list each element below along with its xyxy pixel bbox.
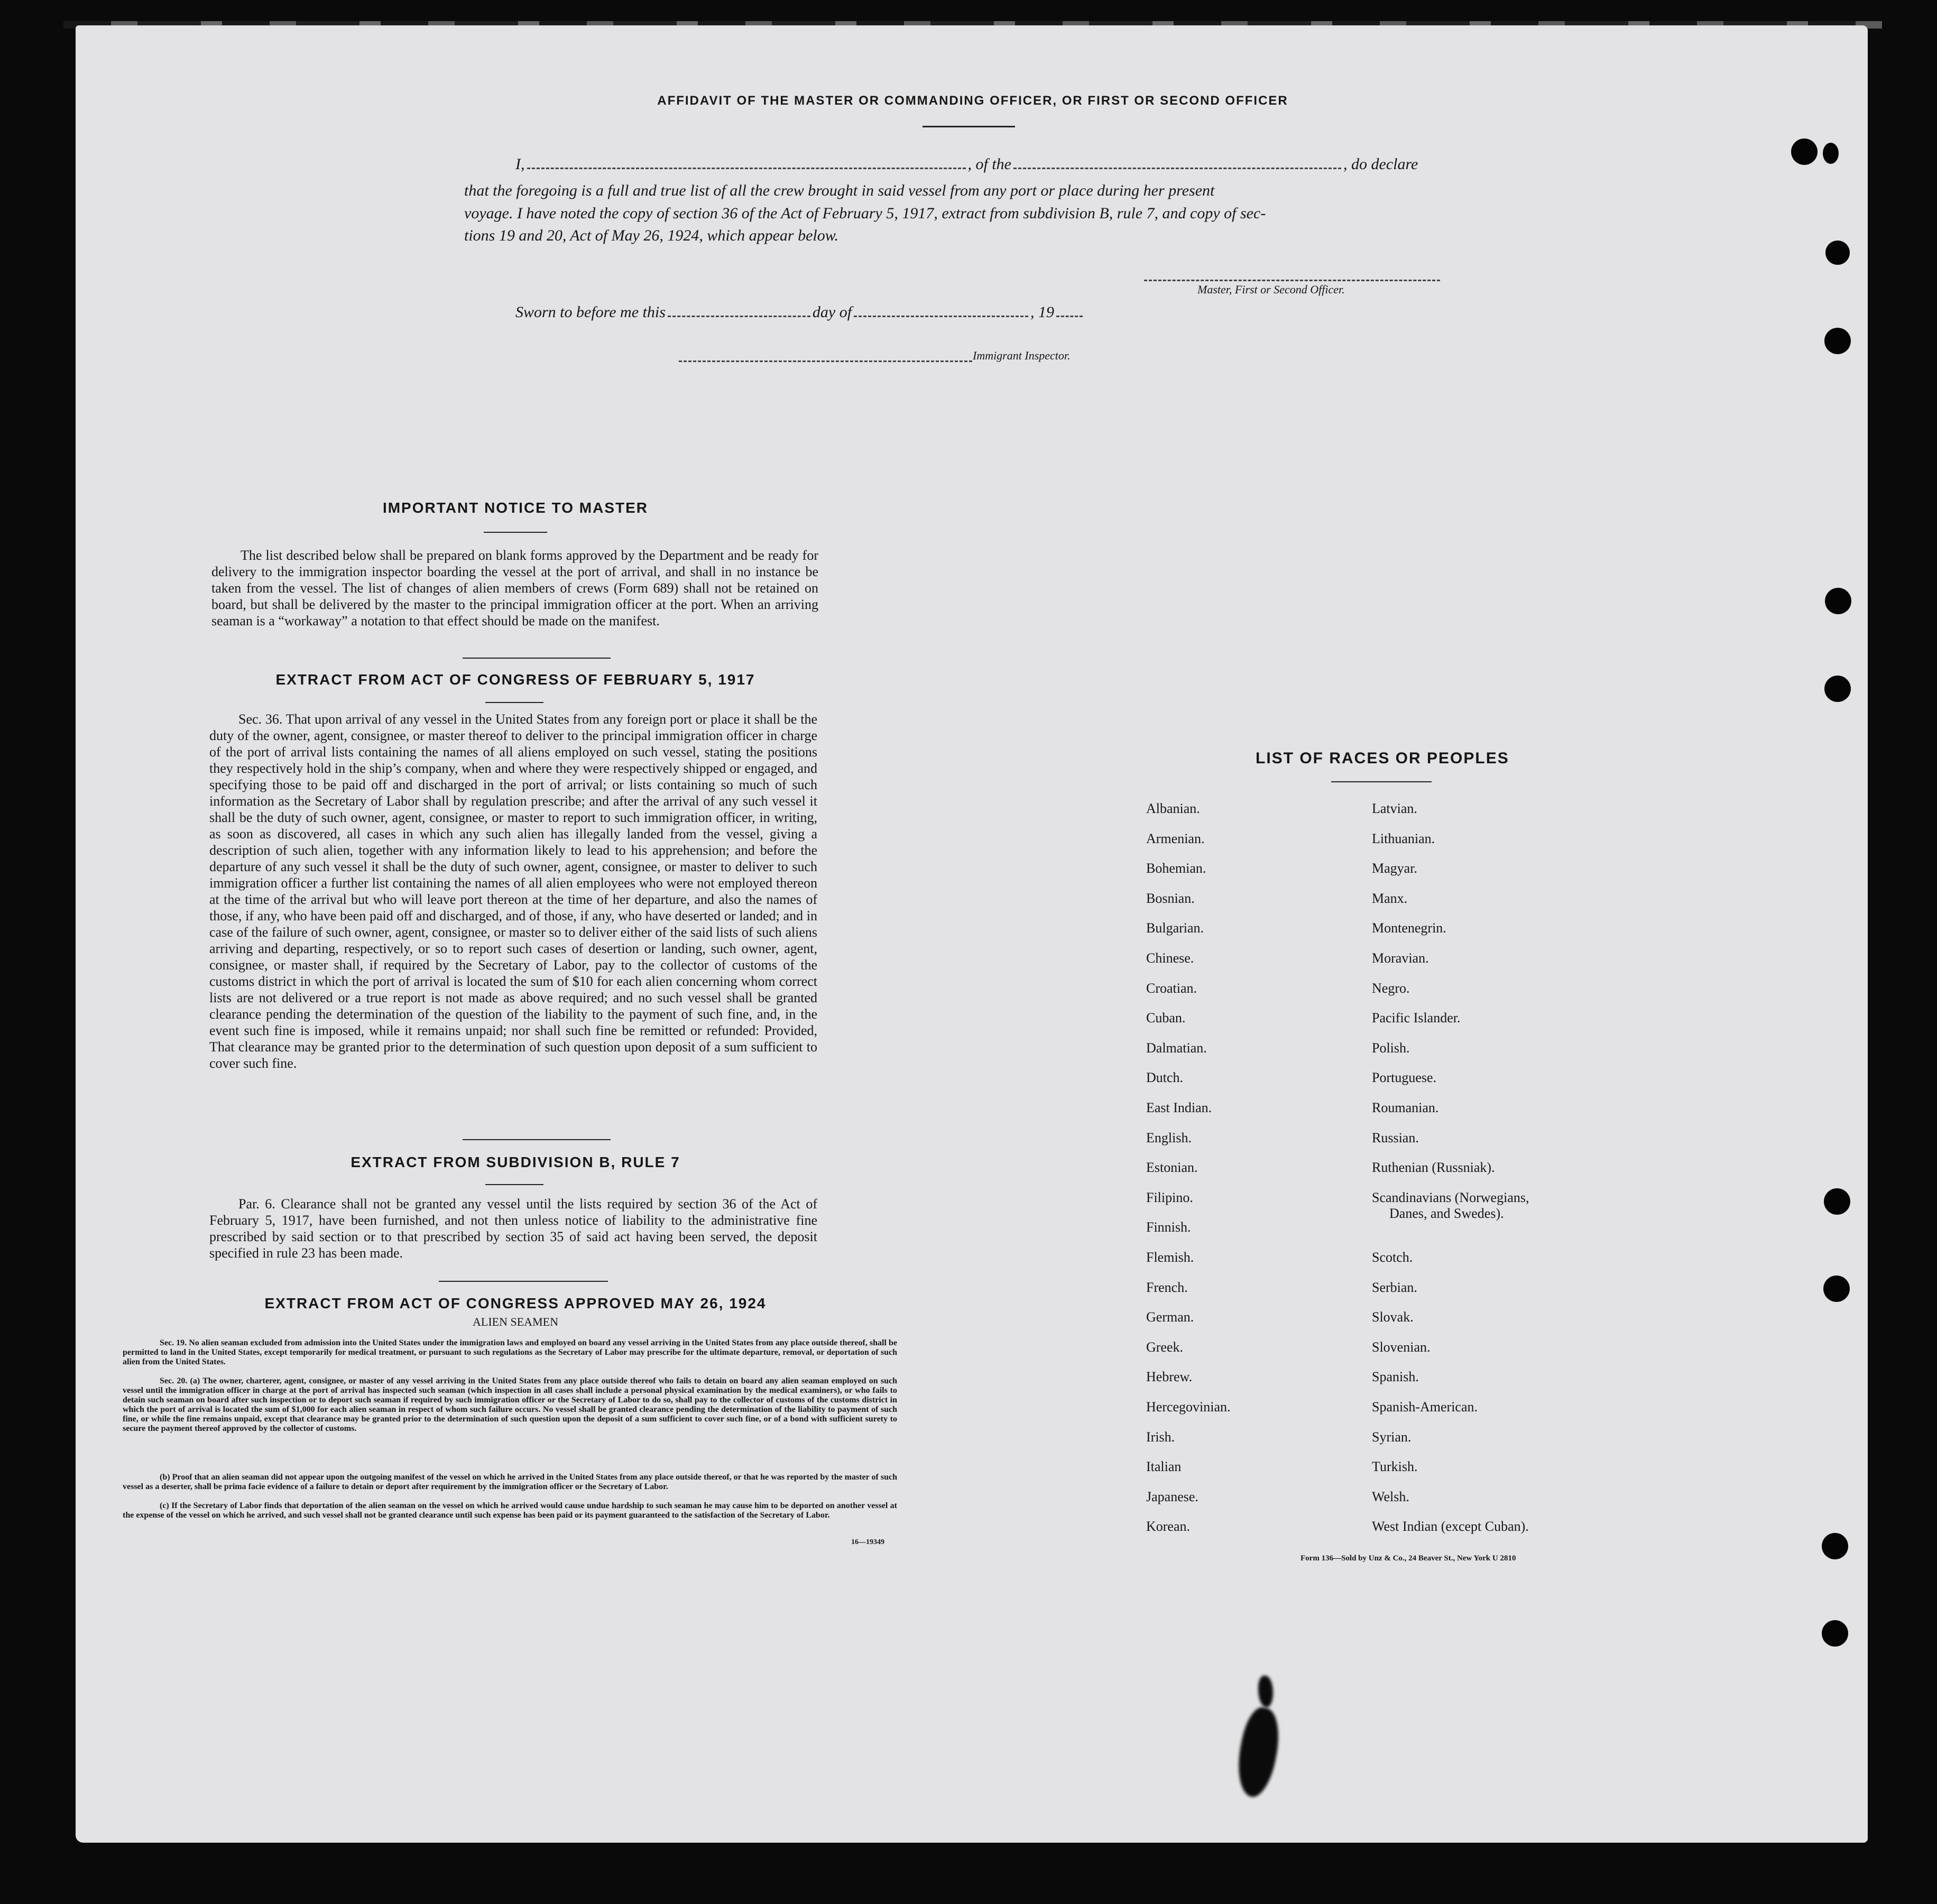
master-signature-line[interactable] bbox=[1144, 278, 1440, 281]
race-item: Ruthenian (Russniak). bbox=[1372, 1160, 1495, 1175]
binder-hole bbox=[1824, 1188, 1850, 1215]
affidavit-title: AFFIDAVIT OF THE MASTER OR COMMANDING OFFICER, OR FIRST OR SECOND OFFICER bbox=[657, 94, 1288, 108]
race-item: Bosnian. bbox=[1146, 891, 1195, 906]
affidavit-line-3: voyage. I have noted the copy of section 36 of the Act of February 5, 1917, extract from subdivision B, rule 7, and copy of sec- bbox=[464, 205, 1266, 222]
binder-hole bbox=[1824, 328, 1851, 354]
race-item: Greek. bbox=[1146, 1339, 1184, 1355]
race-item: Italian bbox=[1146, 1459, 1182, 1474]
binder-hole bbox=[1823, 143, 1839, 164]
race-item: Welsh. bbox=[1372, 1489, 1409, 1504]
race-item: French. bbox=[1146, 1280, 1188, 1295]
race-item: Flemish. bbox=[1146, 1250, 1194, 1265]
act1924-sec20c: (c) If the Secretary of Labor finds that deportation of the alien seaman on the vessel on which he arrived would cause undue hardship to such seaman he may cause him to be deported on another vessel at the expense of the vessel on which he arrived, and such vessel shall not be granted clearance until such expense has been paid or its payment guaranteed to the satisfaction of the Secretary of Labor. bbox=[123, 1501, 897, 1520]
race-item: Estonian. bbox=[1146, 1160, 1198, 1175]
race-item: Korean. bbox=[1146, 1519, 1191, 1534]
day-of-text: day of bbox=[812, 303, 852, 321]
race-item: Scotch. bbox=[1372, 1250, 1413, 1265]
race-item: Cuban. bbox=[1146, 1010, 1186, 1025]
binder-hole bbox=[1824, 676, 1851, 702]
races-title: LIST OF RACES OR PEOPLES bbox=[1256, 750, 1509, 767]
race-item: Albanian. bbox=[1146, 801, 1200, 816]
race-item: Slovak. bbox=[1372, 1309, 1414, 1325]
form-footer: Form 136—Sold by Unz & Co., 24 Beaver St., New York U 2810 bbox=[1300, 1554, 1516, 1563]
race-item: Irish. bbox=[1146, 1429, 1175, 1445]
race-item: Lithuanian. bbox=[1372, 831, 1435, 846]
act1924-sec19: Sec. 19. No alien seaman excluded from admission into the United States under the immigration laws and employed on board any vessel arriving in the United States from any place outside thereof, shall be permitted to land in the United States, except temporarily for medical treatment, or pursuant to such regulations as the Secretary of Labor may prescribe for the ultimate departure, removal, or deportation of such alien from the United States. bbox=[123, 1338, 897, 1366]
race-item: Russian. bbox=[1372, 1130, 1419, 1145]
race-item: Chinese. bbox=[1146, 950, 1194, 966]
affidavit-line-2: that the foregoing is a full and true list of all the crew brought in said vessel from any port or place during her present bbox=[464, 182, 1215, 199]
race-item: Spanish-American. bbox=[1372, 1399, 1478, 1415]
affidavit-line-4: tions 19 and 20, Act of May 26, 1924, which appear below. bbox=[464, 227, 839, 244]
affidavit-do-declare: , do declare bbox=[1343, 155, 1418, 173]
binder-hole bbox=[1822, 1533, 1848, 1559]
notice-divider bbox=[463, 658, 611, 659]
rule7-divider bbox=[439, 1281, 608, 1282]
race-item: Turkish. bbox=[1372, 1459, 1418, 1474]
race-item: Pacific Islander. bbox=[1372, 1010, 1461, 1025]
affidavit-of-the: , of the bbox=[967, 155, 1011, 173]
sworn-month-blank[interactable] bbox=[854, 313, 1028, 317]
race-item: Syrian. bbox=[1372, 1429, 1412, 1445]
act1924-title: EXTRACT FROM ACT OF CONGRESS APPROVED MAY 26, 1924 bbox=[264, 1295, 767, 1311]
act1917-text: Sec. 36. That upon arrival of any vessel in the United States from any foreign port or place it shall be the duty of the owner, agent, consignee, or master thereof to deliver to the principal immigration officer in charge of the port of arrival lists containing the names of all aliens employed on such vessel, stating the positions they respectively hold in the ship’s company, when and where they were respectively shipped or engaged, and specifying those to be paid off and discharged in the port of arrival; or lists containing so much of such information as the Secretary of Labor shall by regulation prescribe; and after the arrival of any such vessel it shall be the duty of such owner, agent, consignee, or master to report to such immigration officer, in writing, as soon as discovered, all cases in which any such alien has illegally landed from the vessel, giving a description of such alien, together with any information likely to lead to his apprehension; and before the departure of any such vessel it shall be the duty of such owner, agent, consignee, or master to deliver to such immigration officer a further list containing the names of all alien employees who were not employed thereon at the time of the arrival but who will leave port thereon at the time of her departure, and also the names of those, if any, who have been paid off and discharged, and of those, if any, who have deserted or landed; and in case of the failure of such owner, agent, consignee, or master so to deliver either of the said lists of such aliens arriving and departing, respectively, or so to report such cases of desertion or landing, such owner, agent, consignee, or master shall, if required by the Secretary of Labor, pay to the collector of customs of the customs district in which the port of arrival is located the sum of $10 for each alien concerning whom correct lists are not delivered or a true report is not made as above required; and no such vessel shall be granted clearance pending the determination of the question of the liability to the payment of such fine, and, in the event such fine is imposed, while it remains unpaid; nor shall such fine be remitted or refunded: Provided, That clearance may be granted prior to the determination of such question upon deposit of a sum sufficient to cover such fine. bbox=[209, 711, 817, 1071]
race-item: Armenian. bbox=[1146, 831, 1205, 846]
race-item: Manx. bbox=[1372, 891, 1408, 906]
sworn-text: Sworn to before me this bbox=[515, 303, 666, 321]
act1924-sec20a: Sec. 20. (a) The owner, charterer, agent, consignee, or master of any vessel arriving in the United States from any place outside thereof who fails to detain on board any alien seaman employed on such vessel until the immigration officer in charge at the port of arrival has inspected such seaman (which inspection in all cases shall include a personal physical examination by the medical examiners), or who fails to detain such seaman on board after such inspection or to deport such seaman if required by such immigration officer or the Secretary of Labor to do so, shall pay to the collector of customs of the customs district in which the port of arrival is located the sum of $1,000 for each alien seaman in respect of whom such failure occurs. No vessel shall be granted clearance pending the determination of the liability to payment of such fine, or while the fine remains unpaid, except that clearance may be granted prior to the determination of such question upon the deposit of a sum sufficient to cover such fine, or of a bond with sufficient surety to secure the payment thereof approved by the collector of customs. bbox=[123, 1376, 897, 1433]
race-item: Moravian. bbox=[1372, 950, 1429, 966]
race-item: Dalmatian. bbox=[1146, 1040, 1207, 1056]
sworn-day-blank[interactable] bbox=[668, 313, 810, 317]
rule7-title-rule bbox=[485, 1184, 543, 1185]
rule7-title: EXTRACT FROM SUBDIVISION B, RULE 7 bbox=[350, 1154, 680, 1170]
vessel-blank[interactable] bbox=[1013, 165, 1341, 169]
notice-text: The list described below shall be prepared on blank forms approved by the Department and be ready for delivery to the immigration inspector boarding the vessel at the port of arrival, and shall in no instance be taken from the vessel. The list of changes of alien members of crews (Form 689) shall not be retained on board, but shall be delivered by the master to the principal immigration officer at the port. When an arriving seaman is a “workaway” a notation to that effect should be made on the manifest. bbox=[211, 548, 818, 628]
race-item: Hercegovinian. bbox=[1146, 1399, 1231, 1415]
affidavit-title-rule bbox=[923, 126, 1015, 127]
race-item: Bulgarian. bbox=[1146, 920, 1204, 936]
notice-title-rule bbox=[484, 532, 547, 533]
rule7-text: Par. 6. Clearance shall not be granted any vessel until the lists required by section 36 of the Act of February 5, 1917, have been furnished, and not then unless notice of liability to the administrative fine prescribed by said section or to that prescribed by section 35 of said act having been served, the deposit specified in rule 23 has been made. bbox=[209, 1196, 817, 1261]
notice-title: IMPORTANT NOTICE TO MASTER bbox=[382, 500, 649, 516]
binder-hole bbox=[1822, 1620, 1848, 1647]
race-item: Portuguese. bbox=[1372, 1070, 1437, 1085]
inspector-caption: Immigrant Inspector. bbox=[973, 349, 1071, 362]
race-item: Montenegrin. bbox=[1372, 920, 1446, 936]
race-item: Filipino. bbox=[1146, 1190, 1193, 1205]
race-item: German. bbox=[1146, 1309, 1194, 1325]
year-text: , 19 bbox=[1030, 303, 1055, 321]
binder-hole bbox=[1825, 241, 1850, 265]
race-item: Dutch. bbox=[1146, 1070, 1184, 1085]
race-item: Hebrew. bbox=[1146, 1369, 1193, 1384]
sworn-year-blank[interactable] bbox=[1056, 313, 1083, 317]
name-blank[interactable] bbox=[527, 165, 966, 169]
inspector-signature-line[interactable] bbox=[679, 358, 972, 362]
race-item: Finnish. bbox=[1146, 1219, 1191, 1235]
print-code: 16—19349 bbox=[851, 1538, 884, 1546]
race-item: Serbian. bbox=[1372, 1280, 1417, 1295]
race-item: English. bbox=[1146, 1130, 1192, 1145]
binder-hole bbox=[1791, 138, 1818, 165]
race-item: East Indian. bbox=[1146, 1100, 1212, 1115]
act1917-title-rule bbox=[485, 702, 543, 703]
race-item: Negro. bbox=[1372, 981, 1410, 996]
act1924-sec20b: (b) Proof that an alien seaman did not appear upon the outgoing manifest of the vessel on which he arrived in the United States from any place outside thereof, or that he was reported by the master of such vessel as a deserter, shall be prima facie evidence of a failure to detain or deport after requirement by the immigration officer or the Secretary of Labor. bbox=[123, 1473, 897, 1491]
act1917-title: EXTRACT FROM ACT OF CONGRESS OF FEBRUARY 5, 1917 bbox=[275, 671, 755, 688]
race-item: Magyar. bbox=[1372, 861, 1417, 876]
affidavit-line-1 bbox=[515, 153, 1472, 175]
race-item: Slovenian. bbox=[1372, 1339, 1431, 1355]
race-item: Roumanian. bbox=[1372, 1100, 1439, 1115]
race-item: Scandinavians (Norwegians, bbox=[1372, 1190, 1529, 1205]
race-item: Polish. bbox=[1372, 1040, 1410, 1056]
affidavit-i: I, bbox=[515, 155, 525, 173]
act1924-subtitle: ALIEN SEAMEN bbox=[473, 1315, 558, 1328]
binder-hole bbox=[1823, 1276, 1850, 1302]
race-item: Latvian. bbox=[1372, 801, 1417, 816]
race-item: West Indian (except Cuban). bbox=[1372, 1519, 1529, 1534]
master-caption: Master, First or Second Officer. bbox=[1197, 283, 1345, 296]
race-item: Bohemian. bbox=[1146, 861, 1206, 876]
race-item: Spanish. bbox=[1372, 1369, 1419, 1384]
binder-hole bbox=[1825, 588, 1851, 614]
race-item: Japanese. bbox=[1146, 1489, 1198, 1504]
race-item: Croatian. bbox=[1146, 981, 1197, 996]
sworn-line bbox=[515, 301, 1085, 324]
races-title-rule bbox=[1331, 781, 1432, 782]
race-item: Danes, and Swedes). bbox=[1389, 1206, 1504, 1221]
act1917-divider bbox=[463, 1139, 611, 1140]
